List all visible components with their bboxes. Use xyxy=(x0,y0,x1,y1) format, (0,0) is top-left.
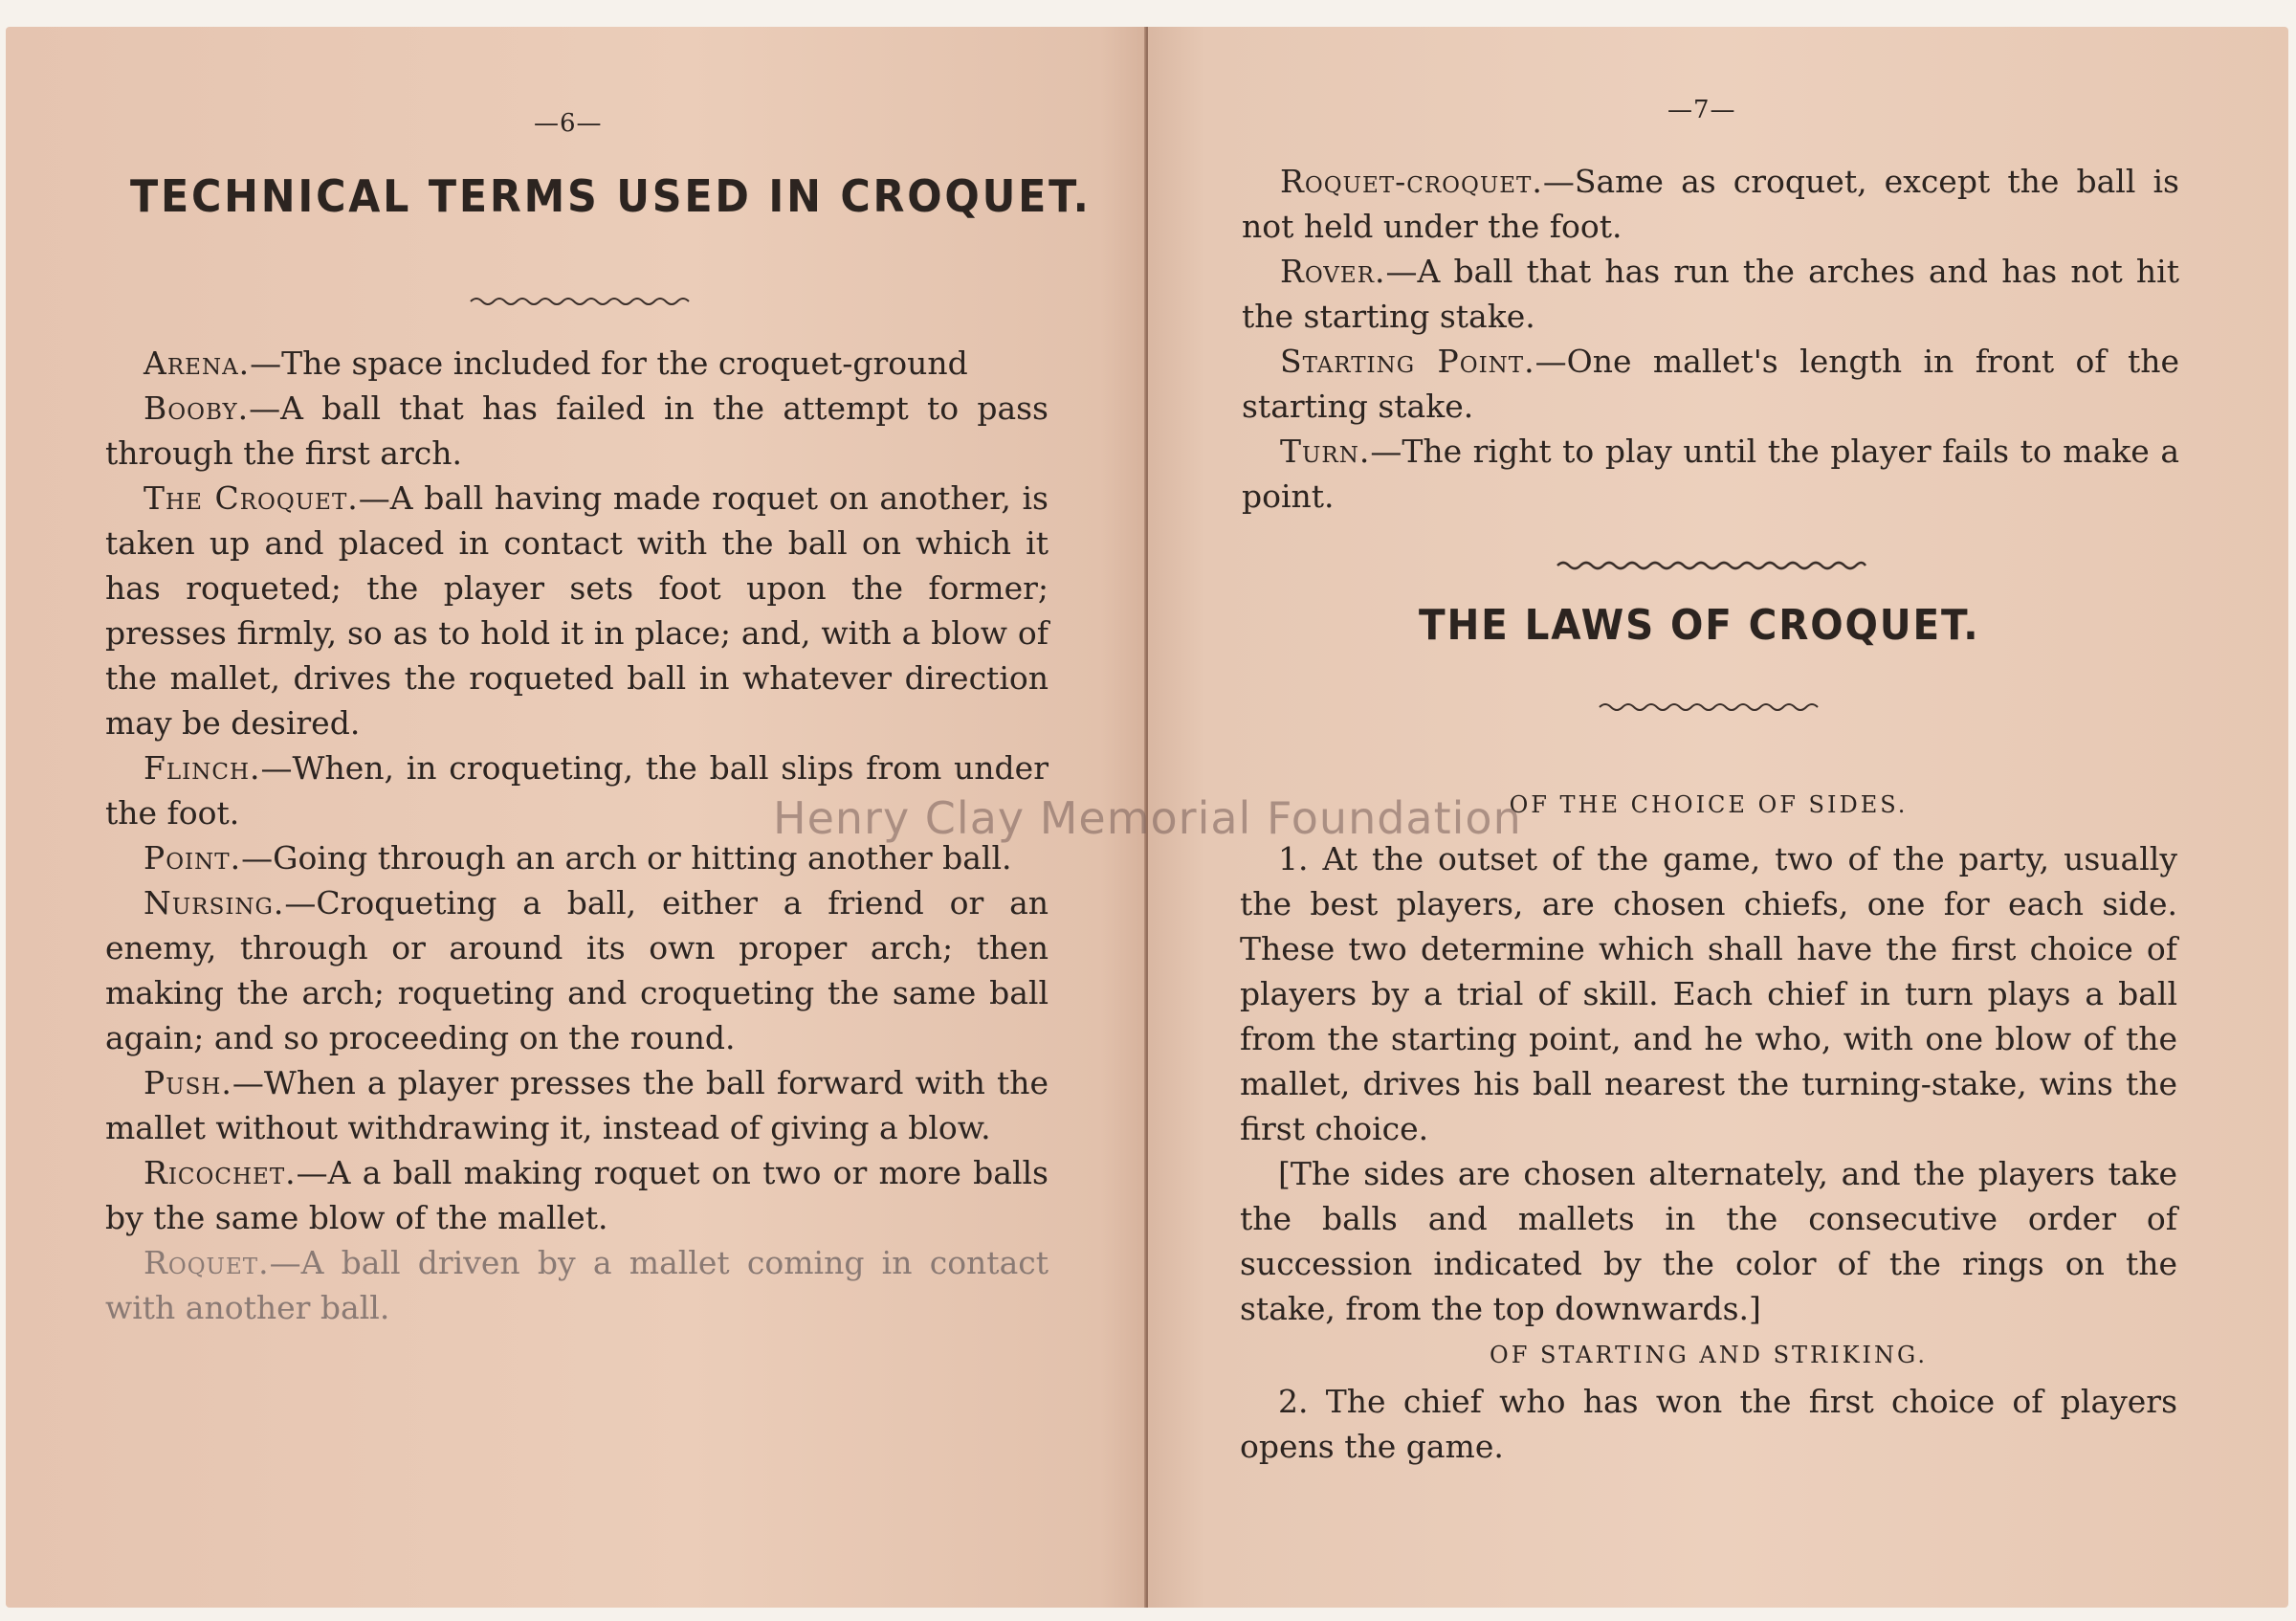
law-number: 2. xyxy=(1278,1383,1309,1420)
term-label: Nursing. xyxy=(144,884,285,922)
term-definition: —A ball that has run the arches and has not hit the starting stake. xyxy=(1242,253,2179,335)
term-entry xyxy=(105,1150,1049,1240)
term-definition: —Same as croquet, except the ball is not held under the foot. xyxy=(1242,163,2179,245)
term-entry xyxy=(105,476,1049,745)
term-definition: —The right to play until the player fails to make a point. xyxy=(1242,433,2179,515)
page-title-technical-terms: TECHNICAL TERMS USED IN CROQUET. xyxy=(130,170,1092,222)
term-label: Rover. xyxy=(1280,253,1386,290)
term-entry xyxy=(105,1060,1049,1150)
term-definition: —When, in croqueting, the ball slips from under the foot. xyxy=(105,749,1049,832)
term-label: Arena. xyxy=(144,344,251,382)
term-label: The Croquet. xyxy=(144,479,359,517)
term-label: Point. xyxy=(144,839,242,877)
term-label: Roquet-croquet. xyxy=(1280,163,1543,200)
ornamental-divider xyxy=(1556,559,1867,572)
law-paragraph xyxy=(1240,1379,2177,1469)
term-entry xyxy=(1242,339,2179,429)
page-number-right: —7— xyxy=(1667,96,1736,124)
term-entry xyxy=(105,1240,1049,1330)
term-label: Booby. xyxy=(144,389,250,427)
term-label: Roquet. xyxy=(144,1244,270,1281)
terms-list-continued xyxy=(1242,159,2179,519)
law-text: At the outset of the game, two of the party, usually the best players, are chosen chiefs, one for each side. These two determine which shall have the first choice of players by a trial of skill. Each chief in turn plays a ball from the starting point, and he who, with one blow of the mallet, drives his ball nearest the turning-stake, wins the first choice. xyxy=(1240,840,2177,1147)
page-number-left: —6— xyxy=(534,109,603,138)
term-label: Turn. xyxy=(1280,433,1371,470)
term-definition: —Croqueting a ball, either a friend or an enemy, through or around its own proper arch; then making the arch; roqueting and croqueting the same ball again; and so proceeding on the round. xyxy=(105,884,1049,1056)
watermark: Henry Clay Memorial Foundation xyxy=(773,792,1522,844)
term-label: Ricochet. xyxy=(144,1154,297,1191)
law-text: The chief who has won the first choice of players opens the game. xyxy=(1240,1383,2177,1465)
laws-text xyxy=(1240,781,2177,1469)
ornamental-divider xyxy=(1598,700,1820,714)
section-heading-choice-of-sides: OF THE CHOICE OF SIDES. xyxy=(1509,791,1909,818)
term-label: Push. xyxy=(144,1064,232,1101)
term-definition: —A ball that has failed in the attempt to pass through the first arch. xyxy=(105,389,1049,472)
law-note: [The sides are chosen alternately, and the players take the balls and mallets in the consecutive order of succession indicated by the color of the rings on the stake, from the top downwards.] xyxy=(1240,1155,2177,1327)
term-definition: —One mallet's length in front of the starting stake. xyxy=(1242,343,2179,425)
term-entry xyxy=(1242,249,2179,339)
term-entry xyxy=(1242,429,2179,519)
term-definition: —A a ball making roquet on two or more balls by the same blow of the mallet. xyxy=(105,1154,1049,1236)
term-definition: —The space included for the croquet-ground xyxy=(250,344,968,382)
term-label: Starting Point. xyxy=(1280,343,1535,380)
term-entry xyxy=(105,386,1049,476)
page-title-laws: THE LAWS OF CROQUET. xyxy=(1419,601,1980,650)
term-label: Flinch. xyxy=(144,749,261,787)
section-heading-starting-striking: OF STARTING AND STRIKING. xyxy=(1490,1342,1928,1368)
term-entry xyxy=(105,341,1049,386)
law-number: 1. xyxy=(1278,840,1309,877)
term-definition: —When a player presses the ball forward with the mallet without withdrawing it, instead of giving a blow. xyxy=(105,1064,1049,1146)
ornamental-divider xyxy=(469,295,691,308)
law-paragraph xyxy=(1240,836,2177,1151)
term-definition: —A ball having made roquet on another, is taken up and placed in contact with the ball on which it has roqueted; the player sets foot upon the former; presses firmly, so as to hold it in place; and, with a blow of the mallet, drives the roqueted ball in whatever direction may be desired. xyxy=(105,479,1049,742)
term-definition: —Going through an arch or hitting another ball. xyxy=(241,839,1012,877)
term-entry xyxy=(1242,159,2179,249)
term-entry xyxy=(105,880,1049,1060)
term-definition: —A ball driven by a mallet coming in contact with another ball. xyxy=(105,1244,1049,1326)
